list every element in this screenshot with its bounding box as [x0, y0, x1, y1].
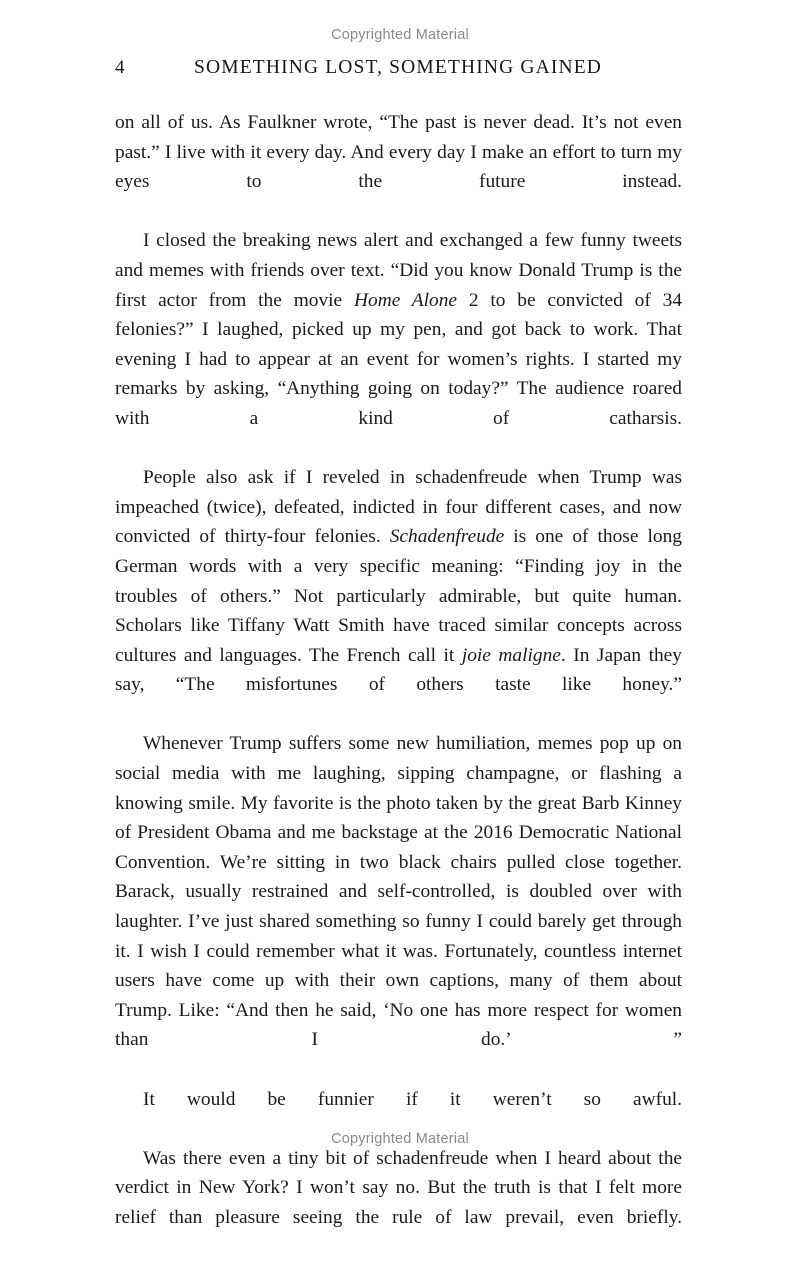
text-run: I closed the breaking news alert and exchanged a few funny tweets and memes with friends over text. “Did you know Donald Trump is the first actor from the movie	[115, 230, 682, 311]
page-number: 4	[115, 57, 125, 78]
running-head-title: SOMETHING LOST, SOMETHING GAINED	[194, 57, 602, 78]
text-run: It would be funnier if it weren’t so awful.	[143, 1088, 682, 1110]
body-paragraph	[115, 226, 682, 463]
copyright-watermark-top: Copyrighted Material	[331, 27, 469, 43]
italic-text-run: joie maligne	[461, 644, 561, 666]
text-run: Whenever Trump suffers some new humiliation, memes pop up on social media with me laughing, sipping champagne, or flashing a knowing smile. My favorite is the photo taken by the great Barb Kinney of President Obama and me backstage at the 2016 Democratic National Convention. We’re sitting in two black chairs pulled close together. Barack, usually restrained and self-controlled, is doubled over with laughter. I’ve just shared something so funny I could barely get through it. I wish I could remember what it was. Fortunately, countless internet users have come up with their own captions, many of them about Trump. Like: “And then he said, ‘No one has more respect for women than I do.’ ”	[115, 733, 682, 1051]
text-run: on all of us. As Faulkner wrote, “The past is never dead. It’s not even past.” I live with it every day. And every day I make an effort to turn my eyes to the future instead.	[115, 112, 682, 193]
italic-text-run: Schadenfreude	[389, 526, 505, 548]
body-text-block	[115, 108, 682, 1262]
copyright-watermark-bottom: Copyrighted Material	[331, 1131, 469, 1147]
body-paragraph	[115, 1144, 682, 1262]
text-run: . In Japan they say, “The misfortunes of others taste like honey.”	[115, 644, 682, 696]
page-header	[115, 55, 681, 81]
text-run: People also ask if I reveled in schadenfreude when Trump was impeached (twice), defeated, indicted in four different cases, and now convicted of thirty-four felonies.	[115, 467, 682, 548]
text-run: is one of those long German words with a very specific meaning: “Finding joy in the troubles of others.” Not particularly admirable, but quite human. Scholars like Tiffany Watt Smith have traced similar concepts across cultures and languages. The French call it	[115, 526, 682, 666]
text-run: Was there even a tiny bit of schadenfreude when I heard about the verdict in New York? I won’t say no. But the truth is that I felt more relief than pleasure seeing the rule of law prevail, even briefly.	[115, 1147, 682, 1228]
italic-text-run: Home Alone	[354, 289, 458, 311]
body-paragraph	[115, 729, 682, 1084]
body-paragraph	[115, 463, 682, 729]
body-paragraph	[115, 108, 682, 226]
text-run: 2 to be convicted of 34 felonies?” I laughed, picked up my pen, and got back to work. That evening I had to appear at an event for women’s rights. I started my remarks by asking, “Anything going on today?” The audience roared with a kind of catharsis.	[115, 289, 683, 429]
